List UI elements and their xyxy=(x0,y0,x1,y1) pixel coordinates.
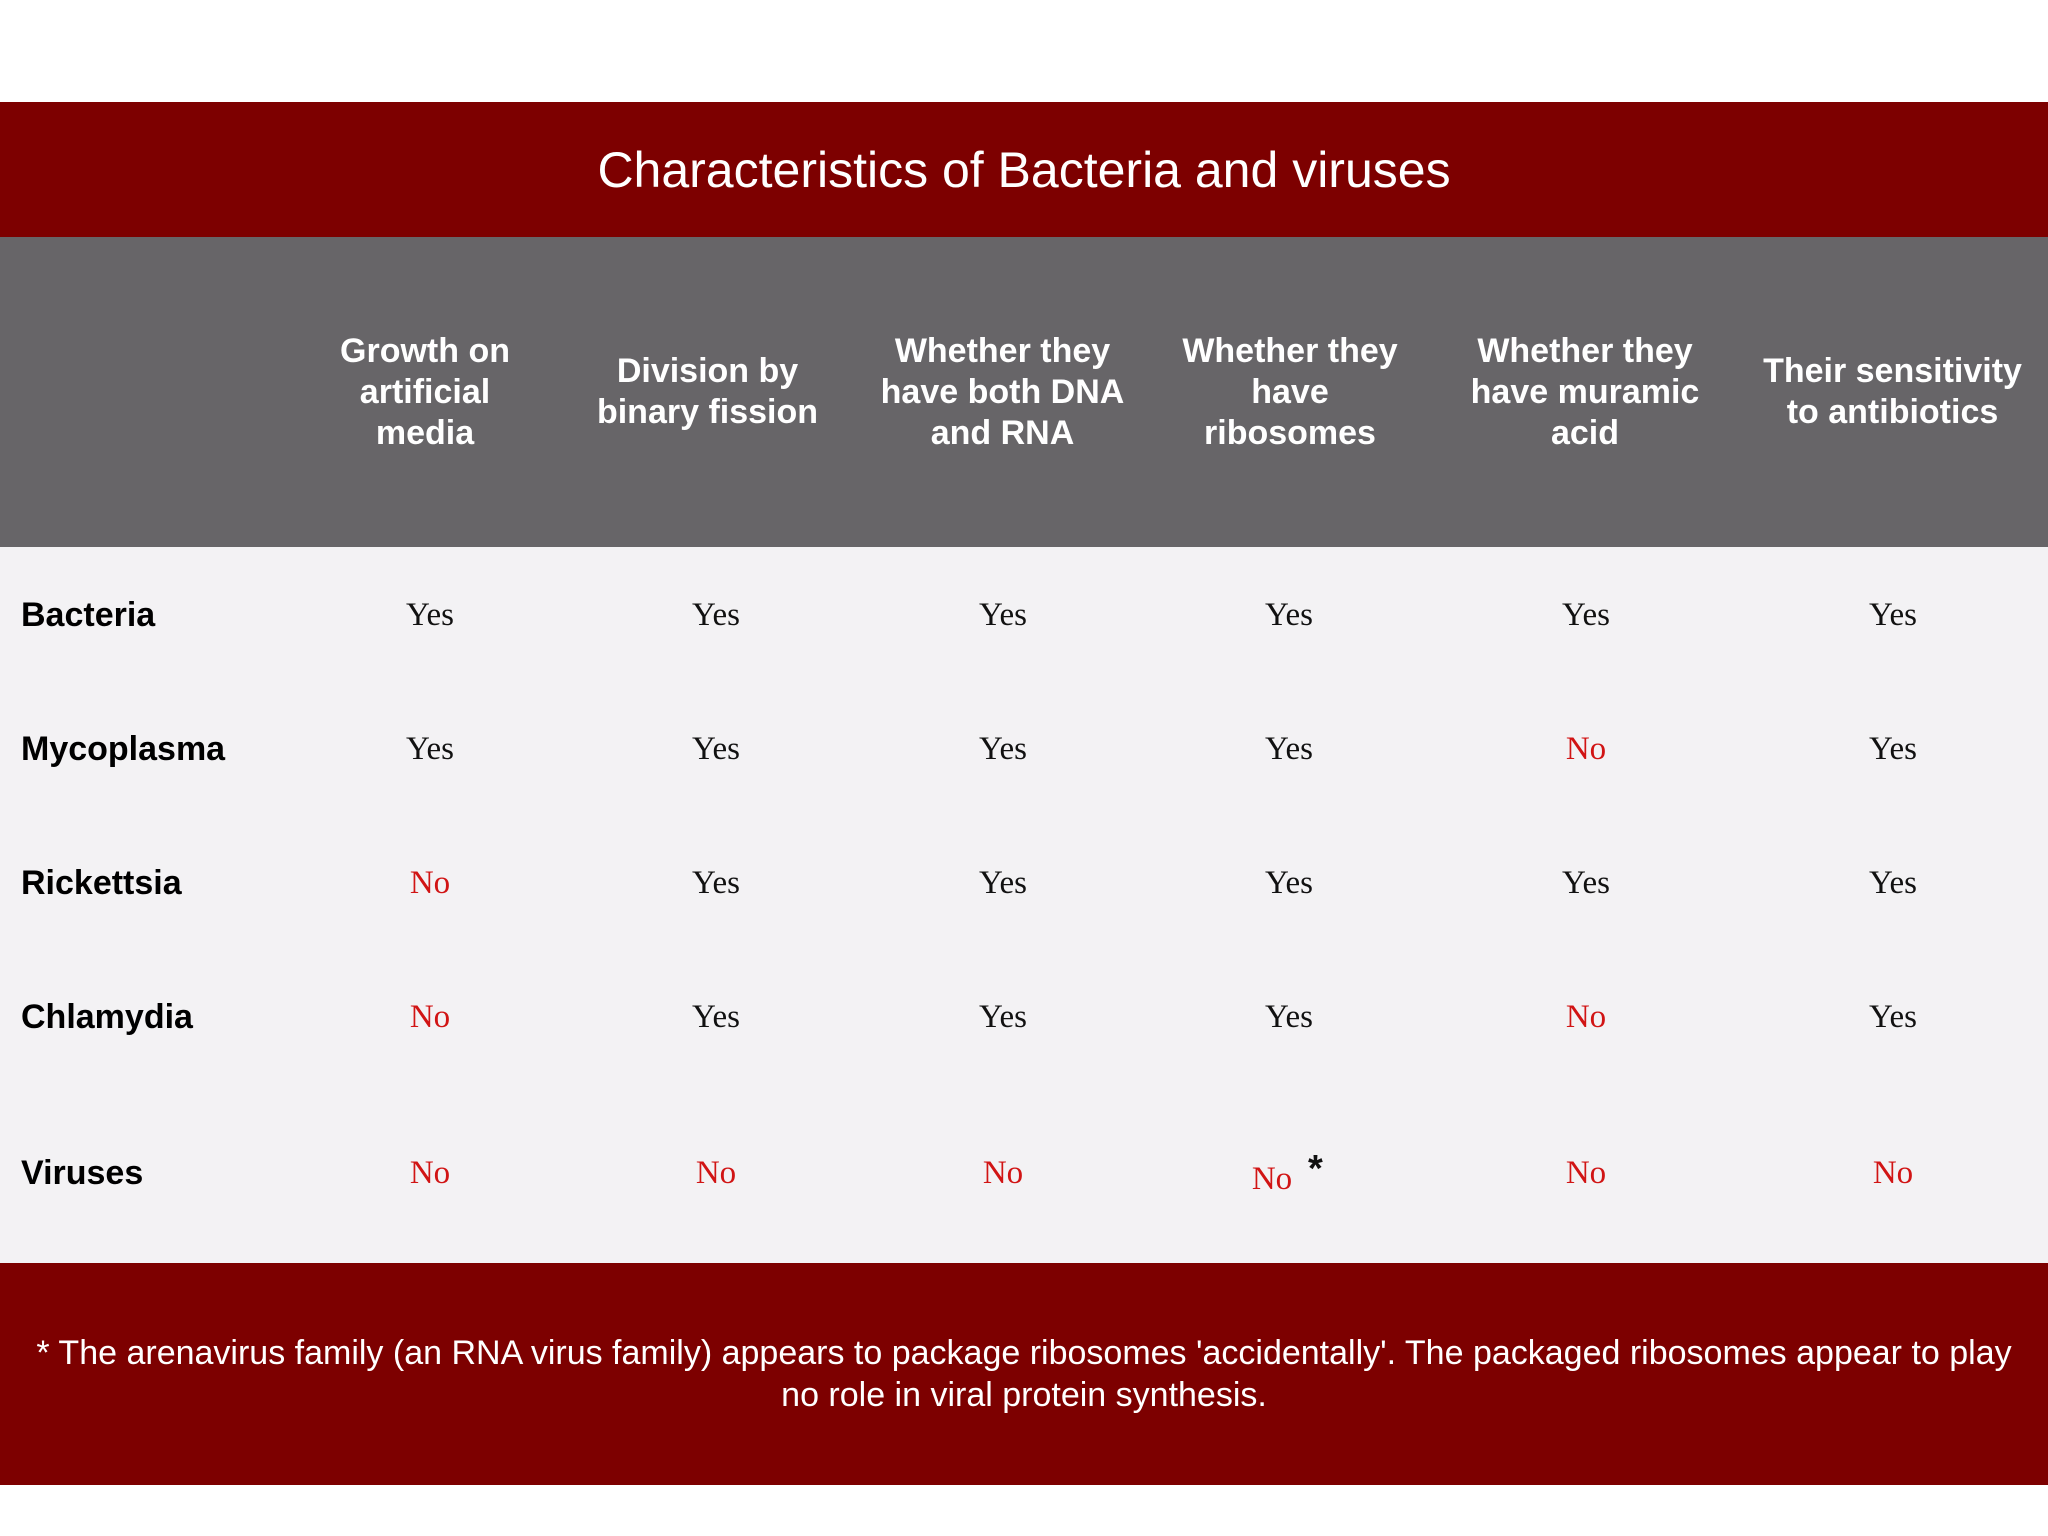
footnote-asterisk: * xyxy=(1308,1148,1323,1190)
column-header-fission: Division by binary fission xyxy=(596,352,819,431)
table-cell: No xyxy=(982,1154,1024,1191)
row-label-viruses: Viruses xyxy=(21,1153,144,1192)
table-cell: Yes xyxy=(978,596,1028,633)
table-header xyxy=(0,237,2048,547)
footnote-banner xyxy=(0,1263,2048,1485)
table-cell: Yes xyxy=(691,998,741,1035)
table-cell: No xyxy=(1565,1154,1607,1191)
table-cell: Yes xyxy=(1264,864,1314,901)
row-label-rickettsia: Rickettsia xyxy=(21,863,182,902)
row-label-mycoplasma: Mycoplasma xyxy=(21,729,226,768)
table-cell: Yes xyxy=(1264,596,1314,633)
table-cell: Yes xyxy=(1264,998,1314,1035)
table-cell: Yes xyxy=(978,864,1028,901)
table-cell: Yes xyxy=(691,596,741,633)
column-header-muramic-acid: Whether they have muramic acid xyxy=(1470,331,1700,452)
table-cell: Yes xyxy=(1264,730,1314,767)
page-title: Characteristics of Bacteria and viruses xyxy=(597,141,1451,198)
table-cell: Yes xyxy=(405,730,455,767)
table-cell: Yes xyxy=(1868,864,1918,901)
column-header-ribosomes: Whether they have ribosomes xyxy=(1182,331,1398,452)
table-cell: Yes xyxy=(1561,596,1611,633)
footnote-text: * The arenavirus family (an RNA virus family) appears to package ribosomes 'accidentally'. The packaged ribosomes appear to play no role in viral protein synthesis. xyxy=(36,1334,2012,1414)
table-cell: Yes xyxy=(405,596,455,633)
table-cell: Yes xyxy=(978,998,1028,1035)
row-label-bacteria: Bacteria xyxy=(21,595,156,634)
table-cell: No xyxy=(1565,730,1607,767)
table-cell: No xyxy=(1251,1160,1293,1197)
table-cell: Yes xyxy=(1868,730,1918,767)
table-cell: Yes xyxy=(1868,998,1918,1035)
table-cell: No xyxy=(409,1154,451,1191)
table-cell: No xyxy=(1872,1154,1914,1191)
table-cell: No xyxy=(695,1154,737,1191)
column-header-antibiotics: Their sensitivity to antibiotics xyxy=(1763,352,2022,431)
table-cell: Yes xyxy=(978,730,1028,767)
title-banner xyxy=(0,102,2048,237)
table-cell: No xyxy=(409,864,451,901)
table-cell: No xyxy=(1565,998,1607,1035)
row-label-chlamydia: Chlamydia xyxy=(21,997,193,1036)
column-header-dna-rna: Whether they have both DNA and RNA xyxy=(880,331,1125,452)
table-cell: Yes xyxy=(1561,864,1611,901)
table-cell: Yes xyxy=(691,730,741,767)
table-cell: Yes xyxy=(1868,596,1918,633)
column-header-growth: Growth on artificial media xyxy=(340,331,510,452)
table-cell: Yes xyxy=(691,864,741,901)
table-cell: No xyxy=(409,998,451,1035)
